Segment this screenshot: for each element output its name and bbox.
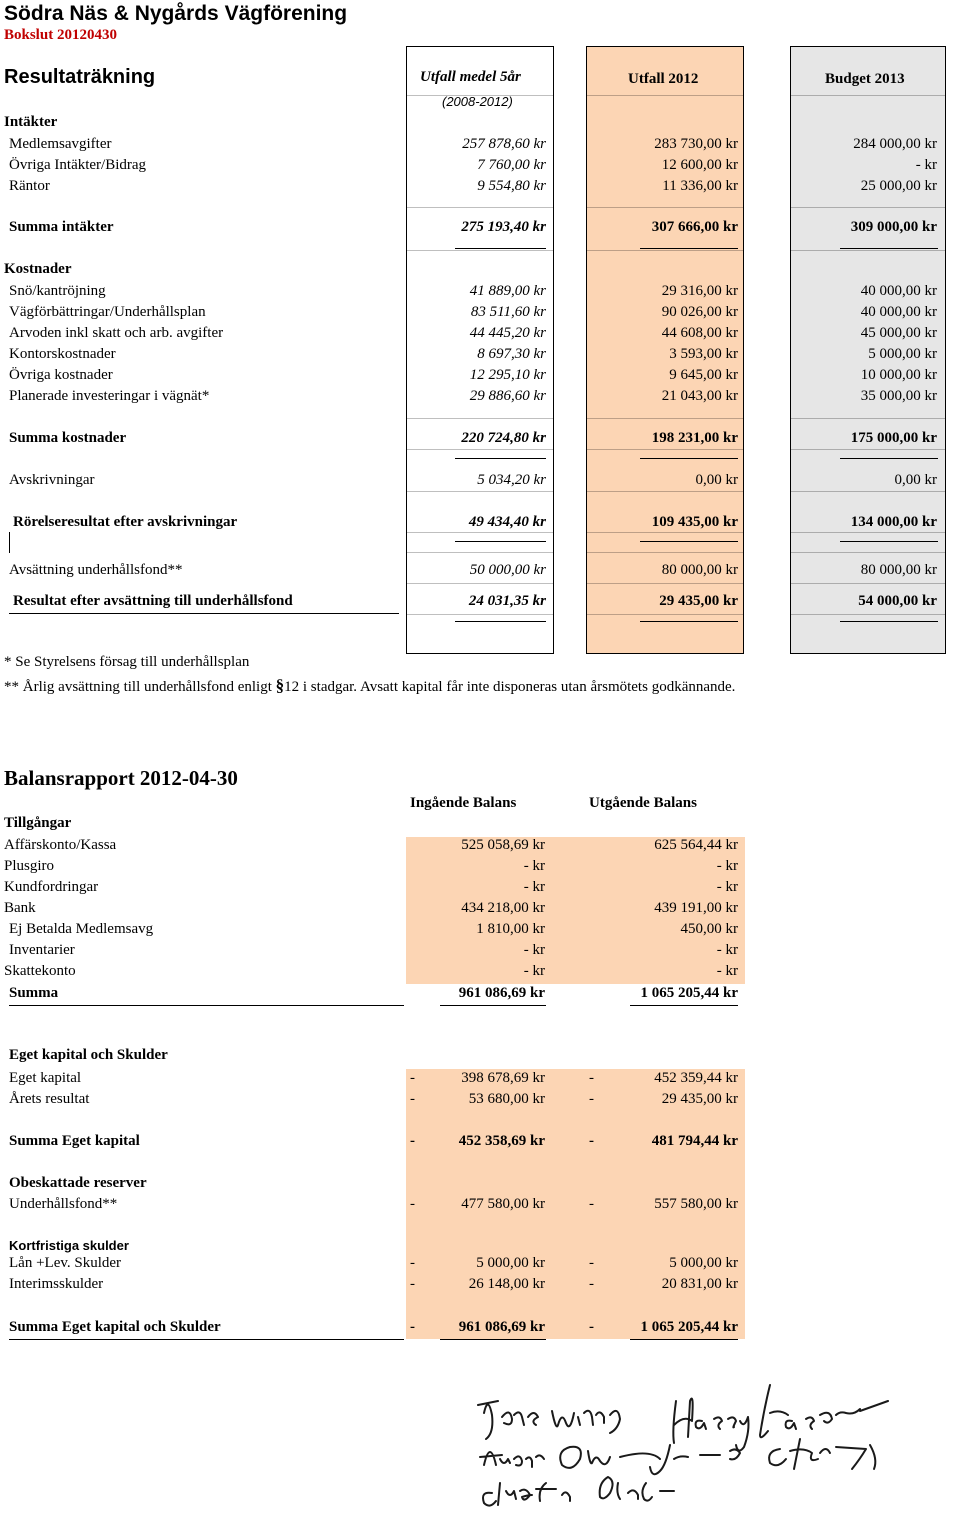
row-label: Räntor (9, 178, 50, 194)
summary-out-underline (630, 1339, 738, 1340)
row-separator (790, 95, 946, 96)
value-2012: 44 608,00 kr (661, 325, 738, 341)
sum-underline (640, 621, 738, 622)
utgaende-value: 1 065 205,44 kr (640, 1319, 738, 1335)
value-2013: 175 000,00 kr (850, 430, 937, 446)
row-label: Årets resultat (9, 1091, 90, 1107)
summa-eget-row (0, 1133, 960, 1153)
signature-4 (483, 1483, 570, 1506)
underhallsfond-row (0, 1196, 960, 1216)
avg-value: 49 434,40 kr (468, 514, 546, 530)
row-separator (790, 552, 946, 553)
row-label: Medlemsavgifter (9, 136, 112, 152)
ingaende-value: 477 580,00 kr (461, 1196, 545, 1212)
avg-value: 83 511,60 kr (470, 304, 546, 320)
row-label: Interimsskulder (9, 1276, 104, 1292)
value-2013: 80 000,00 kr (860, 562, 937, 578)
in-sign: - (410, 1276, 415, 1292)
skuld-row (0, 1255, 960, 1275)
signature-3b (560, 1445, 740, 1474)
ingaende-value: - kr (523, 942, 545, 958)
row-separator (586, 418, 744, 419)
utgaende-value: 29 435,00 kr (661, 1091, 738, 1107)
avg-value: 8 697,30 kr (477, 346, 546, 362)
row-separator (790, 207, 946, 208)
value-2013: 134 000,00 kr (850, 514, 937, 530)
avg-value: 9 554,80 kr (477, 178, 546, 194)
utgaende-value: 452 359,44 kr (654, 1070, 738, 1086)
eget-row (0, 1070, 960, 1090)
row-label: Rörelseresultat efter avskrivningar (13, 514, 238, 530)
obeskattade-heading: Obeskattade reserver (9, 1175, 147, 1191)
utgaende-value: 450,00 kr (680, 921, 738, 937)
summary-in-underline (440, 1005, 546, 1006)
sum-underline (640, 541, 738, 542)
value-2012: 21 043,00 kr (661, 388, 738, 404)
out-sign: - (589, 1133, 594, 1149)
utgaende-value: 5 000,00 kr (669, 1255, 738, 1271)
avg-value: 24 031,35 kr (468, 593, 546, 609)
utgaende-value: 481 794,44 kr (651, 1133, 738, 1149)
in-sign: - (410, 1255, 415, 1271)
out-sign: - (589, 1255, 594, 1271)
row-label: Summa kostnader (9, 430, 127, 446)
avg-column-period: (2008-2012) (442, 94, 513, 109)
row-separator (790, 583, 946, 584)
intakter-heading: Intäkter (4, 114, 58, 130)
row-separator (586, 552, 744, 553)
value-2012: 307 666,00 kr (651, 219, 738, 235)
kostnad-row (0, 325, 960, 345)
sum-underline (455, 458, 546, 459)
value-2012: 3 593,00 kr (669, 346, 738, 362)
row-label: Eget kapital (9, 1070, 82, 1086)
ingaende-value: 961 086,69 kr (458, 985, 545, 1001)
intakt-row (0, 178, 960, 198)
value-2013: 40 000,00 kr (860, 304, 937, 320)
row-label: Skattekonto (4, 963, 76, 979)
tillgang-row (0, 900, 960, 920)
income-title: Resultaträkning (4, 66, 156, 88)
ingaende-value: 452 358,69 kr (458, 1133, 545, 1149)
value-2013: 45 000,00 kr (860, 325, 937, 341)
summa-kostnader-row (0, 430, 960, 450)
row-label: Övriga kostnader (9, 367, 113, 383)
value-2013: 284 000,00 kr (853, 136, 937, 152)
signature-3c (769, 1439, 875, 1469)
utgaende-value: 625 564,44 kr (654, 837, 738, 853)
sum-underline (640, 248, 738, 249)
sum-underline (840, 541, 938, 542)
value-2013: 0,00 kr (894, 472, 937, 488)
row-label: Avskrivningar (9, 472, 95, 488)
utgaende-value: 20 831,00 kr (661, 1276, 738, 1292)
row-separator (586, 614, 744, 615)
in-sign: - (410, 1196, 415, 1212)
value-2012: 11 336,00 kr (662, 178, 738, 194)
footnote-avsattning (4, 676, 735, 696)
bokslut-date: Bokslut 20120430 (4, 27, 117, 43)
ingaende-value: 26 148,00 kr (468, 1276, 545, 1292)
in-sign: - (410, 1133, 415, 1149)
avg-value: 7 760,00 kr (477, 157, 546, 173)
value-2013: 5 000,00 kr (868, 346, 937, 362)
ingaende-value: - kr (523, 879, 545, 895)
summary-in-underline (440, 1339, 546, 1340)
tillgang-row (0, 837, 960, 857)
utgaende-header: Utgående Balans (589, 795, 697, 811)
ingaende-value: 53 680,00 kr (468, 1091, 545, 1107)
avg-value: 257 878,60 kr (462, 136, 546, 152)
signature-2b (760, 1385, 888, 1437)
ingaende-value: 5 000,00 kr (476, 1255, 545, 1271)
row-separator (406, 207, 554, 208)
signature-5 (600, 1477, 674, 1501)
row-separator (790, 250, 946, 251)
summa-tillgangar-row (0, 985, 960, 1005)
avg-value: 29 886,60 kr (469, 388, 546, 404)
skuld-row (0, 1276, 960, 1296)
row-separator (586, 250, 744, 251)
signature-3a (480, 1452, 544, 1467)
row-label: Affärskonto/Kassa (4, 837, 117, 853)
association-name: Södra Näs & Nygårds Vägförening (4, 2, 348, 25)
kostnad-row (0, 367, 960, 387)
row-separator (406, 418, 554, 419)
tillgang-row (0, 942, 960, 962)
kostnader-heading: Kostnader (4, 261, 72, 277)
eget-row (0, 1091, 960, 1111)
row-label: Lån +Lev. Skulder (9, 1255, 122, 1271)
budget-2013-header: Budget 2013 (825, 71, 905, 87)
row-label: Summa intäkter (9, 219, 114, 235)
row-separator (406, 583, 554, 584)
signature-2a (673, 1399, 748, 1451)
ingaende-value: - kr (523, 963, 545, 979)
value-2012: 198 231,00 kr (651, 430, 738, 446)
row-label: Bank (4, 900, 36, 916)
outcome-2012-header: Utfall 2012 (628, 71, 699, 87)
row-label: Summa (9, 985, 59, 1001)
value-2012: 29 316,00 kr (661, 283, 738, 299)
out-sign: - (589, 1091, 594, 1107)
sum-underline (455, 541, 546, 542)
rorelseresultat-row (0, 514, 960, 534)
avg-value: 12 295,10 kr (469, 367, 546, 383)
row-separator (790, 418, 946, 419)
ingaende-value: 961 086,69 kr (458, 1319, 545, 1335)
summary-out-underline (630, 1005, 738, 1006)
row-label: Avsättning underhållsfond** (9, 562, 183, 578)
row-label: Plusgiro (4, 858, 55, 874)
tillgang-row (0, 879, 960, 899)
value-2012: 0,00 kr (695, 472, 738, 488)
out-sign: - (589, 1276, 594, 1292)
footnote-avsattning-post: 12 i stadgar. Avsatt kapital får inte disponeras utan årsmötets godkännande. (284, 679, 736, 695)
kostnad-row (0, 283, 960, 303)
value-2013: 25 000,00 kr (860, 178, 937, 194)
value-2013: - kr (915, 157, 937, 173)
summary-label-underline (9, 1339, 404, 1340)
avg-value: 41 889,00 kr (469, 283, 546, 299)
tillgang-row (0, 858, 960, 878)
ingaende-value: 525 058,69 kr (461, 837, 545, 853)
value-2013: 309 000,00 kr (850, 219, 937, 235)
value-2012: 29 435,00 kr (659, 593, 738, 609)
tillgang-row (0, 963, 960, 983)
row-label: Resultat efter avsättning till underhållsfond (13, 593, 293, 609)
utgaende-value: 439 191,00 kr (654, 900, 738, 916)
value-2013: 10 000,00 kr (860, 367, 937, 383)
resultat-underline (9, 613, 399, 614)
ingaende-value: 1 810,00 kr (476, 921, 545, 937)
summary-label-underline (9, 1005, 404, 1006)
row-separator (586, 207, 744, 208)
row-label: Snö/kantröjning (9, 283, 106, 299)
out-sign: - (589, 1319, 594, 1335)
out-sign: - (589, 1070, 594, 1086)
summa-intakter-row (0, 219, 960, 239)
utgaende-value: - kr (716, 858, 738, 874)
avg-value: 275 193,40 kr (461, 219, 546, 235)
avg-value: 220 724,80 kr (461, 430, 546, 446)
row-separator (586, 583, 744, 584)
resultat-row (0, 593, 960, 613)
footnote-avsattning-pre: ** Årlig avsättning till underhållsfond enligt (4, 679, 276, 695)
utgaende-value: - kr (716, 879, 738, 895)
row-separator (406, 250, 554, 251)
tillgang-row (0, 921, 960, 941)
row-separator (406, 552, 554, 553)
row-separator (790, 614, 946, 615)
intakt-row (0, 157, 960, 177)
value-2012: 9 645,00 kr (669, 367, 738, 383)
sum-underline (840, 621, 938, 622)
sum-underline (455, 621, 546, 622)
value-2012: 80 000,00 kr (661, 562, 738, 578)
row-label: Summa Eget kapital (9, 1133, 140, 1149)
avg-value: 44 445,20 kr (469, 325, 546, 341)
kortfristiga-heading: Kortfristiga skulder (9, 1238, 129, 1253)
value-2013: 35 000,00 kr (860, 388, 937, 404)
row-label: Inventarier (9, 942, 75, 958)
value-2012: 283 730,00 kr (654, 136, 738, 152)
signatures-image (470, 1365, 930, 1515)
row-label: Arvoden inkl skatt och arb. avgifter (9, 325, 224, 341)
avsattning-row (0, 562, 960, 582)
ingaende-value: 398 678,69 kr (461, 1070, 545, 1086)
kostnad-row (0, 346, 960, 366)
intakt-row (0, 136, 960, 156)
summa-total-row (0, 1319, 960, 1339)
signature-1a (478, 1401, 538, 1439)
avg-value: 50 000,00 kr (469, 562, 546, 578)
row-label: Ej Betalda Medlemsavg (9, 921, 154, 937)
row-label: Planerade investeringar i vägnät* (9, 388, 210, 404)
avg-value: 5 034,20 kr (477, 472, 546, 488)
sum-underline (455, 248, 546, 249)
out-sign: - (589, 1196, 594, 1212)
sum-underline (840, 248, 938, 249)
ingaende-header: Ingående Balans (410, 795, 517, 811)
row-separator (586, 95, 744, 96)
in-sign: - (410, 1070, 415, 1086)
kostnad-row (0, 304, 960, 324)
row-label: Vägförbättringar/Underhållsplan (9, 304, 206, 320)
ingaende-value: - kr (523, 858, 545, 874)
row-label: Underhållsfond** (9, 1196, 118, 1212)
section-sign: § (275, 676, 285, 695)
tillgangar-heading: Tillgångar (4, 815, 72, 831)
value-2013: 40 000,00 kr (860, 283, 937, 299)
footnote-underhallsplan: * Se Styrelsens försag till underhållsplan (4, 654, 250, 670)
ingaende-value: 434 218,00 kr (461, 900, 545, 916)
utgaende-value: - kr (716, 963, 738, 979)
in-sign: - (410, 1091, 415, 1107)
value-2013: 54 000,00 kr (858, 593, 937, 609)
avg-column-header: Utfall medel 5år (420, 69, 521, 85)
in-sign: - (410, 1319, 415, 1335)
sum-underline (840, 458, 938, 459)
row-label: Kundfordringar (4, 879, 99, 895)
value-2012: 12 600,00 kr (661, 157, 738, 173)
kostnad-row (0, 388, 960, 408)
value-2012: 109 435,00 kr (651, 514, 738, 530)
avskrivningar-row (0, 472, 960, 492)
row-label: Kontorskostnader (9, 346, 116, 362)
value-2012: 90 026,00 kr (661, 304, 738, 320)
utgaende-value: - kr (716, 942, 738, 958)
row-label: Summa Eget kapital och Skulder (9, 1319, 221, 1335)
sum-underline (640, 458, 738, 459)
signature-1b (552, 1411, 620, 1433)
eget-kapital-heading: Eget kapital och Skulder (9, 1047, 168, 1063)
balance-title: Balansrapport 2012-04-30 (4, 766, 238, 790)
utgaende-value: 557 580,00 kr (654, 1196, 738, 1212)
row-label: Övriga Intäkter/Bidrag (9, 157, 147, 173)
label-box-edge (9, 532, 10, 553)
row-separator (406, 614, 554, 615)
utgaende-value: 1 065 205,44 kr (640, 985, 738, 1001)
